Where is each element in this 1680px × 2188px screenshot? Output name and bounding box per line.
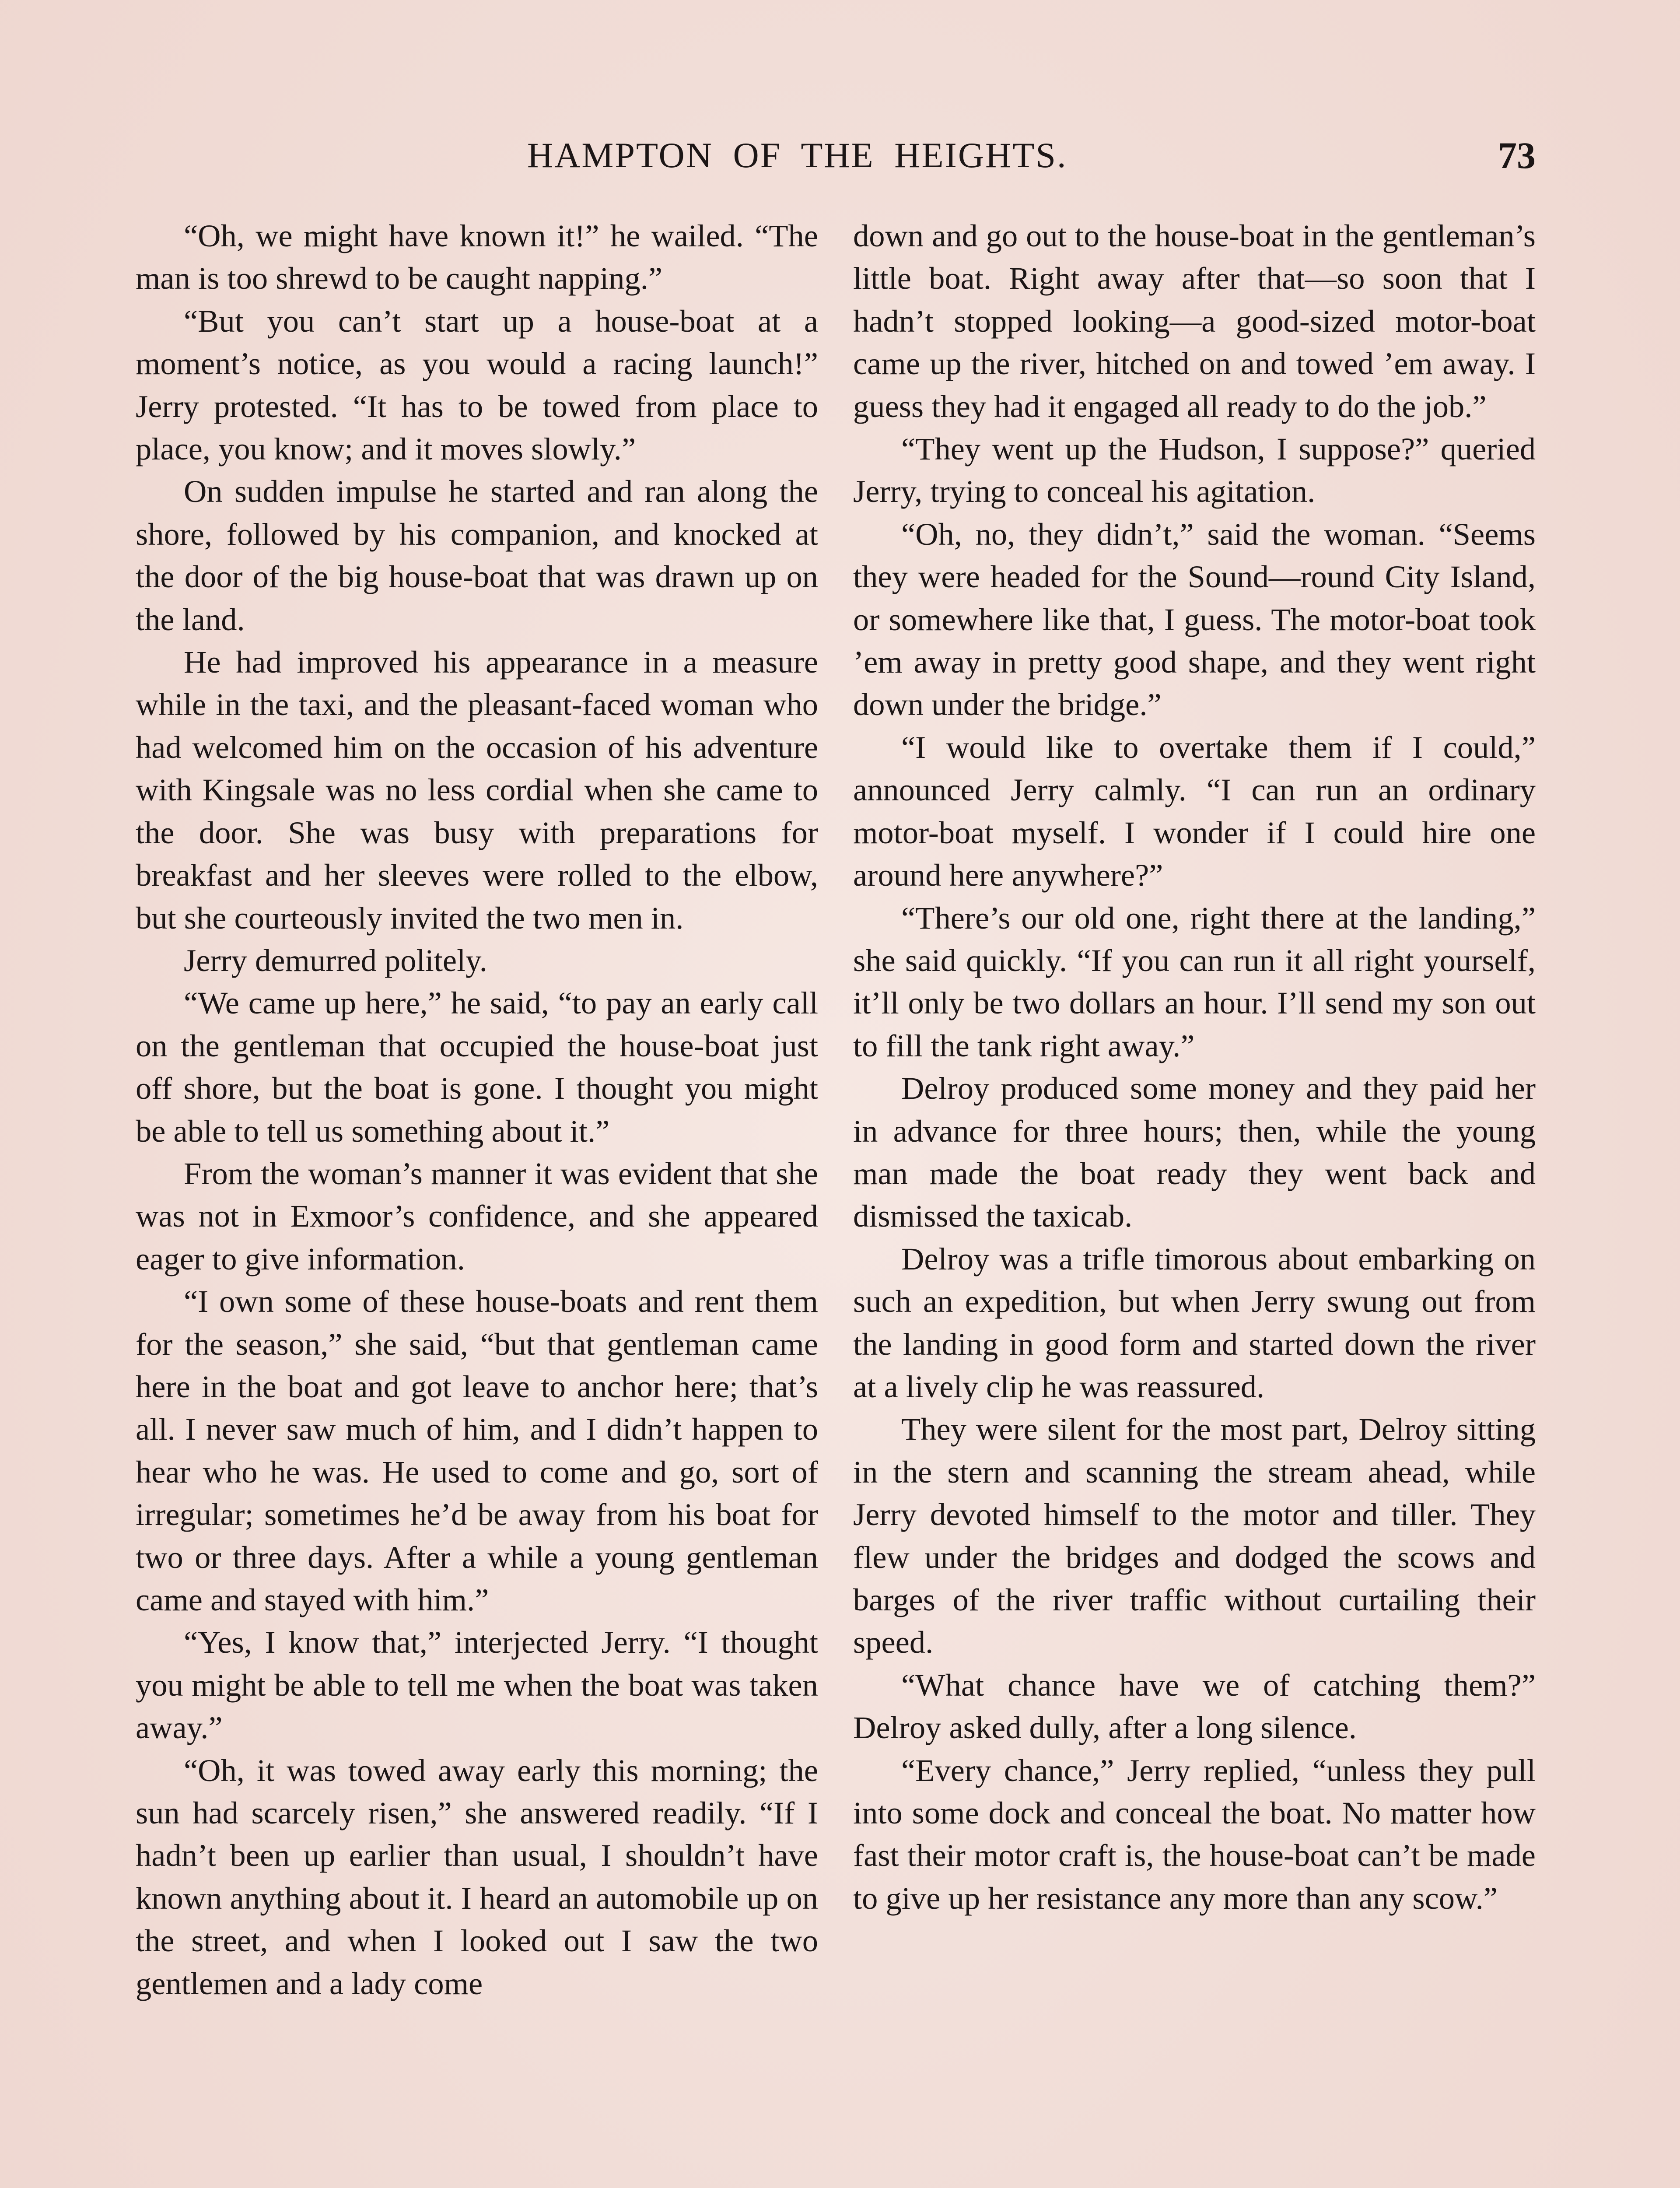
paragraph: “I own some of these house-boats and rent them for the season,” she said, “but that gentleman came here in the boat and got leave to anchor here; that’s all. I never saw much of him, and I didn’t happen to hear who he was. He used to come and go, sort of irregular; sometimes he’d be away from his boat for two or three days. After a while a young gentleman came and stayed with him.”	[136, 1283, 818, 1617]
paragraph: “What chance have we of catching them?” Delroy asked dully, after a long silence.	[853, 1667, 1536, 1746]
paragraph: “They went up the Hudson, I suppose?” queried Jerry, trying to conceal his agitation.	[853, 431, 1536, 509]
right-column	[853, 214, 1536, 2188]
page-header	[0, 131, 1680, 184]
left-column	[136, 214, 818, 2188]
paragraph: “Every chance,” Jerry replied, “unless they pull into some dock and conceal the boat. No matter how fast their motor craft is, the house-boat can’t be made to give up her resistance any more than any scow.”	[853, 1752, 1536, 1916]
paragraph: “There’s our old one, right there at the landing,” she said quickly. “If you can run it all right yourself, it’ll only be two dollars an hour. I’ll send my son out to fill the tank right away.”	[853, 900, 1536, 1063]
paragraph: On sudden impulse he started and ran along the shore, followed by his companion, and knocked at the door of the big house-boat that was drawn up on the land.	[136, 473, 818, 637]
page-number: 73	[1498, 134, 1536, 176]
paragraph: “But you can’t start up a house-boat at a moment’s notice, as you would a racing launch!” Jerry protested. “It has to be towed from place to place, you know; and it moves slowly.”	[136, 303, 818, 467]
running-title: HAMPTON OF THE HEIGHTS.	[527, 135, 1068, 175]
paragraph: Jerry demurred politely.	[184, 942, 487, 978]
paragraph: “I would like to overtake them if I could,” announced Jerry calmly. “I can run an ordinary motor-boat myself. I wonder if I could hire one around here anywhere?”	[853, 729, 1536, 893]
paragraph: “Oh, it was towed away early this morning; the sun had scarcely risen,” she answered readily. “If I hadn’t been up earlier than usual, I shouldn’t have known anything about it. I heard an automobile up on the street, and when I looked out I saw the two gentlemen and a lady come	[136, 1752, 818, 2001]
paragraph: “We came up here,” he said, “to pay an early call on the gentleman that occupied the house-boat just off shore, but the boat is gone. I thought you might be able to tell us something about it.”	[136, 985, 818, 1149]
paragraph: “Yes, I know that,” interjected Jerry. “I thought you might be able to tell me when the boat was taken away.”	[136, 1624, 818, 1746]
paragraph: They were silent for the most part, Delroy sitting in the stern and scanning the stream ahead, while Jerry devoted himself to the motor and tiller. They flew under the bridges and dodged the scows and barges of the river traffic without curtailing their speed.	[853, 1411, 1536, 1660]
paragraph: He had improved his appearance in a measure while in the taxi, and the pleasant-faced woman who had welcomed him on the occasion of his adventure with Kingsale was no less cordial when she came to the door. She was busy with preparations for breakfast and her sleeves were rolled to the elbow, but she courteously invited the two men in.	[136, 644, 818, 936]
paragraph-continued: down and go out to the house-boat in the gentleman’s little boat. Right away after that—so soon that I hadn’t stopped looking—a good-sized motor-boat came up the river, hitched on and towed ’em away. I guess they had it engaged all ready to do the job.”	[853, 218, 1536, 424]
paragraph: From the woman’s manner it was evident that she was not in Exmoor’s confidence, and she appeared eager to give information.	[136, 1155, 818, 1276]
paragraph: “Oh, no, they didn’t,” said the woman. “Seems they were headed for the Sound—round City Island, or somewhere like that, I guess. The motor-boat took ’em away in pretty good shape, and they went right down under the bridge.”	[853, 516, 1536, 722]
paragraph: “Oh, we might have known it!” he wailed. “The man is too shrewd to be caught napping.”	[136, 218, 818, 296]
paragraph: Delroy was a trifle timorous about embarking on such an expedition, but when Jerry swung out from the landing in good form and started down the river at a lively clip he was reassured.	[853, 1241, 1536, 1404]
paragraph: Delroy produced some money and they paid her in advance for three hours; then, while the young man made the boat ready they went back and dismissed the taxicab.	[853, 1070, 1536, 1234]
